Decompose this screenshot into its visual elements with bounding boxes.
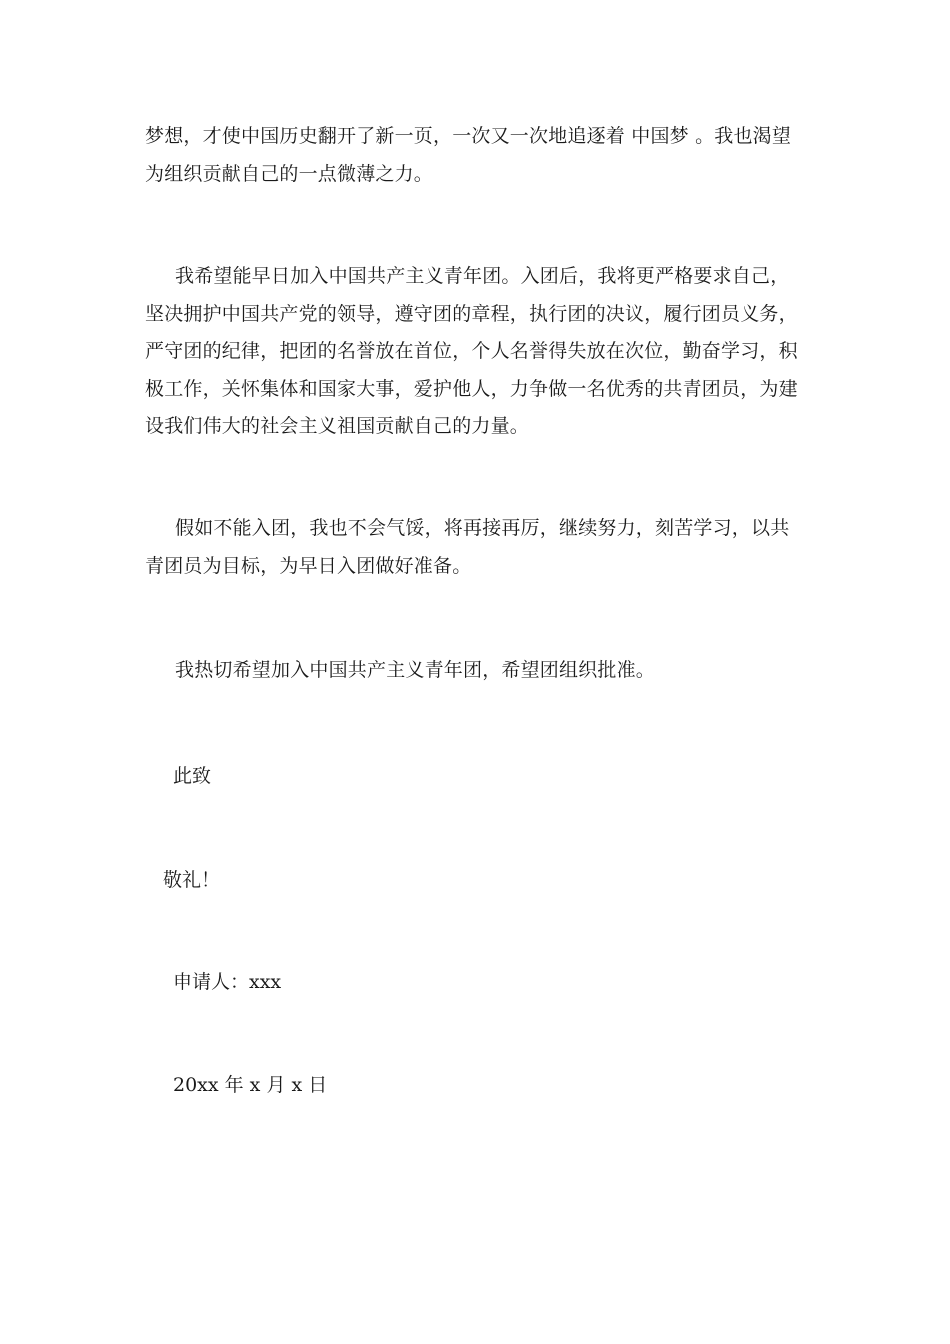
closing-text: 此致 — [173, 765, 212, 787]
applicant-signature: 申请人：xxx — [173, 971, 282, 993]
paragraph-pledge: 我希望能早日加入中国共产主义青年团。入团后，我将更严格要求自己，坚决拥护中国共产党的领导，遵守团的章程，执行团的决议，履行团员义务，严守团的纪律，把团的名誉放在首位，个人名誉得失放在次位，勤奋学习，积极工作，关怀集体和国家大事，爱护他人，力争做一名优秀的共青团员，为建设我们伟大的社会主义祖国贡献自己的力量。 — [145, 265, 798, 437]
salutation-text: 敬礼！ — [163, 869, 221, 891]
paragraph-persevere: 假如不能入团，我也不会气馁，将再接再厉，继续努力，刻苦学习，以共青团员为目标，为早日入团做好准备。 — [145, 517, 790, 577]
paragraph-request: 我热切希望加入中国共产主义青年团，希望团组织批准。 — [175, 659, 656, 681]
application-date: 20xx 年 x 月 x 日 — [173, 1074, 328, 1096]
paragraph-dream: 梦想，才使中国历史翻开了新一页，一次又一次地追逐着 中国梦 。我也渴望为组织贡献自己的一点微薄之力。 — [145, 125, 792, 185]
